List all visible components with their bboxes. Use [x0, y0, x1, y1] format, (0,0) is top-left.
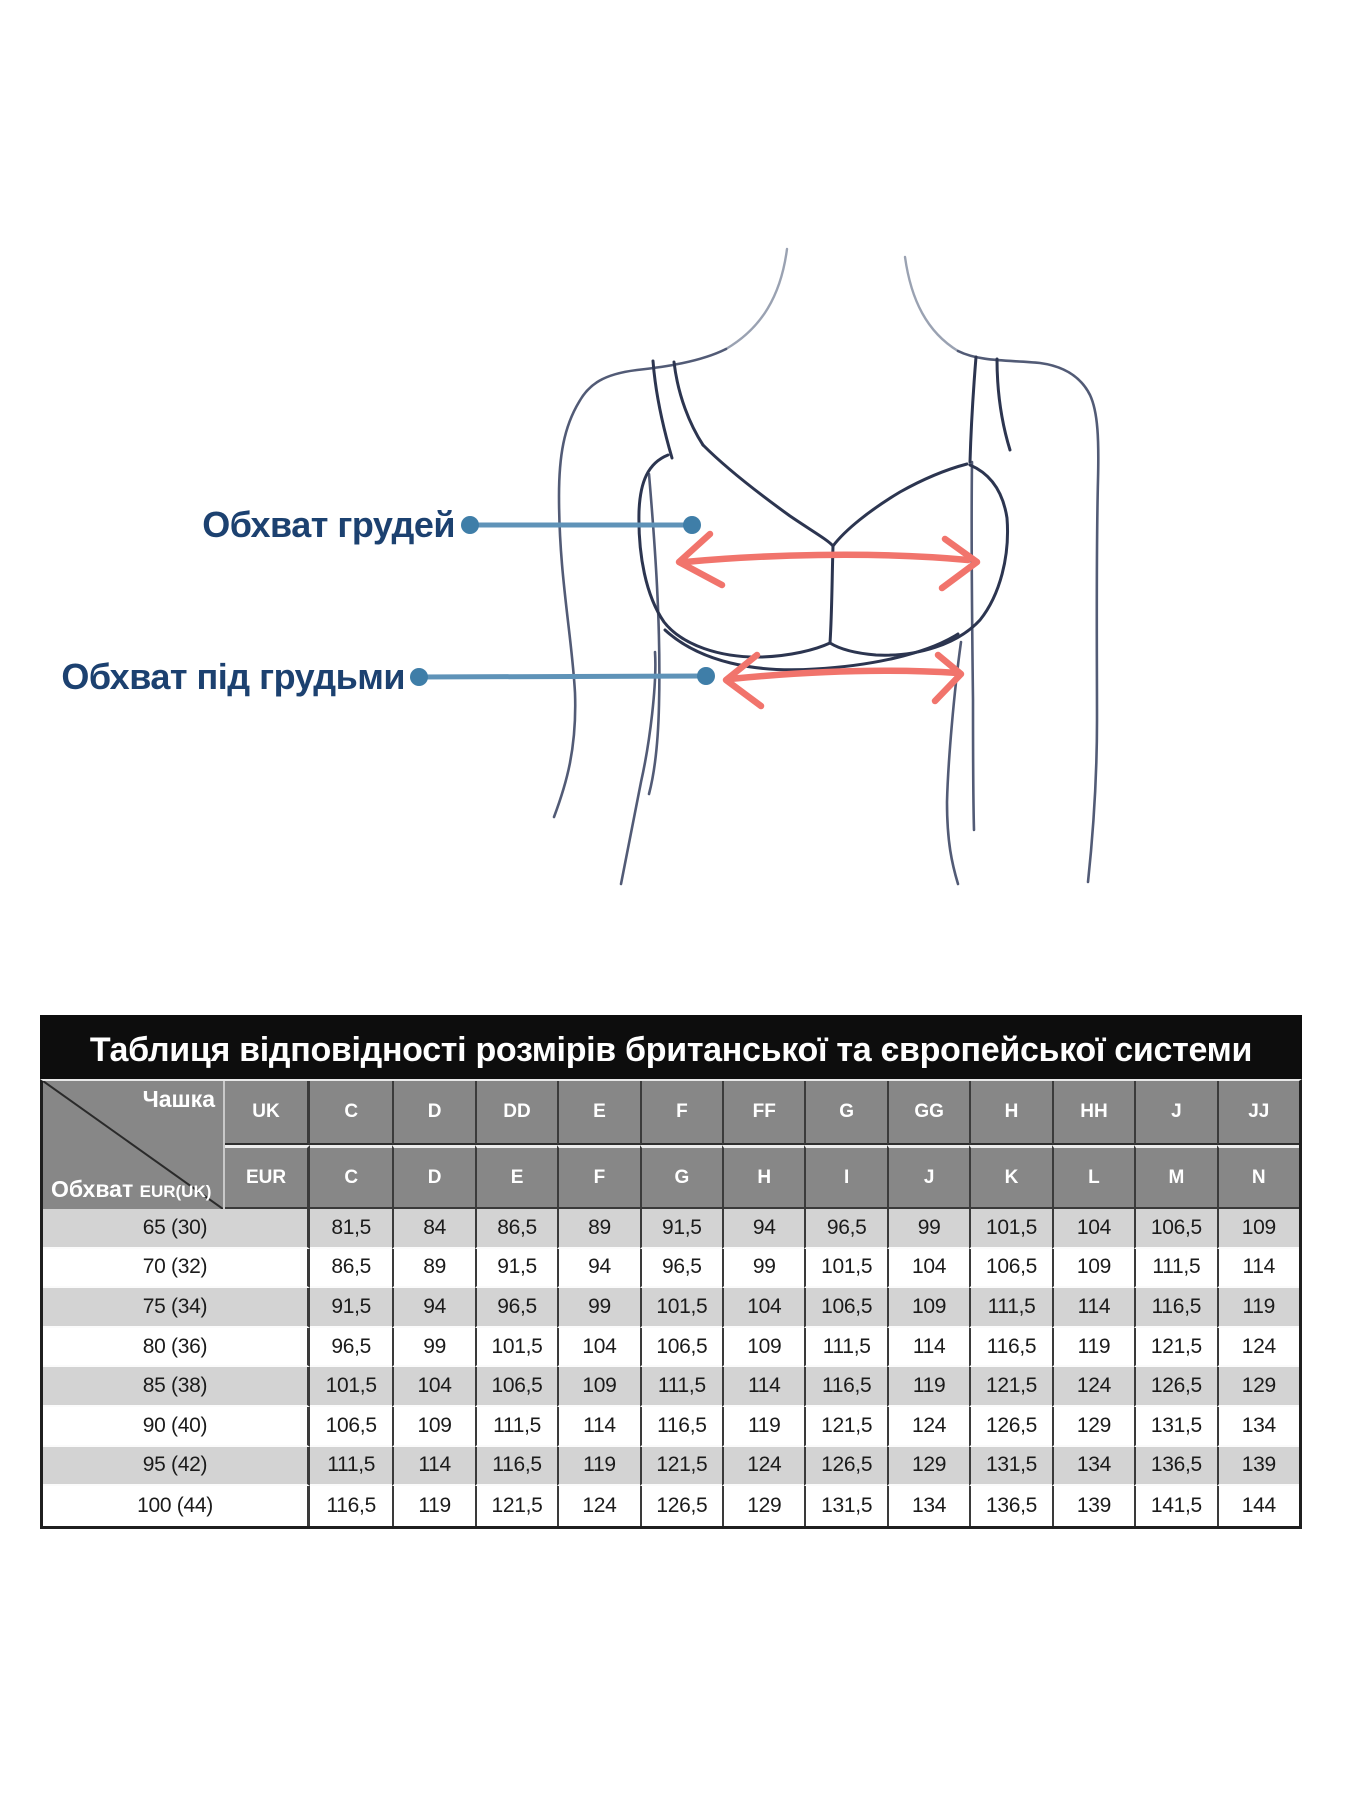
size-value-cell: 81,5 [310, 1209, 392, 1249]
neck-outline [726, 249, 958, 351]
cup-size-uk-e: E [557, 1081, 639, 1145]
band-size-label: 100 (44) [43, 1486, 310, 1526]
cup-size-eur-d: D [392, 1145, 474, 1209]
size-value-cell: 109 [557, 1367, 639, 1407]
cup-size-eur-k: K [969, 1145, 1051, 1209]
size-value-cell: 96,5 [640, 1249, 722, 1289]
size-value-cell: 144 [1217, 1486, 1299, 1526]
band-size-label: 70 (32) [43, 1249, 310, 1289]
size-value-cell: 124 [722, 1447, 804, 1487]
size-value-cell: 129 [722, 1486, 804, 1526]
bust-pointer-dot-left [461, 516, 479, 534]
underbust-arrow [726, 655, 961, 706]
size-value-cell: 134 [1217, 1407, 1299, 1447]
size-value-cell: 129 [1052, 1407, 1134, 1447]
table-body [43, 1209, 1299, 1526]
band-size-label: 95 (42) [43, 1447, 310, 1487]
size-value-cell: 111,5 [640, 1367, 722, 1407]
band-size-label: 75 (34) [43, 1288, 310, 1328]
cup-size-eur-l: L [1052, 1145, 1134, 1209]
size-value-cell: 119 [887, 1367, 969, 1407]
size-value-cell: 91,5 [640, 1209, 722, 1249]
cup-size-uk-f: F [640, 1081, 722, 1145]
size-value-cell: 106,5 [640, 1328, 722, 1368]
size-value-cell: 89 [557, 1209, 639, 1249]
cup-size-eur-c: C [310, 1145, 392, 1209]
size-value-cell: 136,5 [969, 1486, 1051, 1526]
right-strap-outer-line [970, 357, 976, 462]
size-value-cell: 111,5 [310, 1447, 392, 1487]
size-value-cell: 121,5 [640, 1447, 722, 1487]
cup-size-uk-jj: JJ [1217, 1081, 1299, 1145]
size-value-cell: 106,5 [475, 1367, 557, 1407]
size-value-cell: 116,5 [1134, 1288, 1216, 1328]
size-value-cell: 106,5 [969, 1249, 1051, 1289]
cup-size-uk-hh: HH [1052, 1081, 1134, 1145]
size-value-cell: 109 [887, 1288, 969, 1328]
band-size-label: 90 (40) [43, 1407, 310, 1447]
size-value-cell: 99 [557, 1288, 639, 1328]
center-gore-line [830, 546, 833, 643]
size-value-cell: 136,5 [1134, 1447, 1216, 1487]
size-value-cell: 106,5 [1134, 1209, 1216, 1249]
size-value-cell: 116,5 [969, 1328, 1051, 1368]
size-value-cell: 124 [887, 1407, 969, 1447]
size-value-cell: 139 [1052, 1486, 1134, 1526]
size-value-cell: 119 [1217, 1288, 1299, 1328]
size-value-cell: 101,5 [969, 1209, 1051, 1249]
size-value-cell: 114 [1052, 1288, 1134, 1328]
cup-size-eur-j: J [887, 1145, 969, 1209]
size-value-cell: 86,5 [475, 1209, 557, 1249]
size-value-cell: 104 [722, 1288, 804, 1328]
underbust-pointer-dot-right [697, 667, 715, 685]
cup-size-uk-j: J [1134, 1081, 1216, 1145]
size-value-cell: 91,5 [475, 1249, 557, 1289]
size-value-cell: 134 [887, 1486, 969, 1526]
size-value-cell: 94 [557, 1249, 639, 1289]
size-value-cell: 94 [392, 1288, 474, 1328]
cup-size-uk-c: C [310, 1081, 392, 1145]
size-value-cell: 129 [887, 1447, 969, 1487]
size-value-cell: 106,5 [804, 1288, 886, 1328]
size-value-cell: 84 [392, 1209, 474, 1249]
band-size-label: 85 (38) [43, 1367, 310, 1407]
size-table [40, 1015, 1302, 1529]
cup-size-eur-n: N [1217, 1145, 1299, 1209]
size-value-cell: 99 [392, 1328, 474, 1368]
size-value-cell: 119 [1052, 1328, 1134, 1368]
size-value-cell: 91,5 [310, 1288, 392, 1328]
band-size-label: 80 (36) [43, 1328, 310, 1368]
left-cup-top-edge [703, 445, 833, 546]
size-value-cell: 114 [392, 1447, 474, 1487]
size-value-cell: 116,5 [640, 1407, 722, 1447]
size-value-cell: 131,5 [804, 1486, 886, 1526]
size-value-cell: 124 [1217, 1328, 1299, 1368]
size-value-cell: 119 [392, 1486, 474, 1526]
size-value-cell: 86,5 [310, 1249, 392, 1289]
torso-outline [554, 349, 1098, 884]
corner-cell [43, 1081, 225, 1209]
size-value-cell: 111,5 [1134, 1249, 1216, 1289]
size-value-cell: 141,5 [1134, 1486, 1216, 1526]
size-value-cell: 119 [722, 1407, 804, 1447]
size-value-cell: 126,5 [640, 1486, 722, 1526]
size-value-cell: 111,5 [475, 1407, 557, 1447]
right-cup-outline [830, 465, 1008, 655]
cup-size-eur-h: H [722, 1145, 804, 1209]
underbust-label: Обхват під грудьми [61, 656, 405, 697]
bust-pointer-line [461, 516, 701, 534]
size-value-cell: 96,5 [804, 1209, 886, 1249]
cup-size-eur-i: I [804, 1145, 886, 1209]
cup-size-uk-g: G [804, 1081, 886, 1145]
size-value-cell: 104 [557, 1328, 639, 1368]
cup-size-eur-e: E [475, 1145, 557, 1209]
size-value-cell: 111,5 [969, 1288, 1051, 1328]
table-header [43, 1081, 1299, 1209]
cup-size-eur-g: G [640, 1145, 722, 1209]
size-value-cell: 101,5 [804, 1249, 886, 1289]
bust-pointer-dot-right [683, 516, 701, 534]
size-value-cell: 121,5 [804, 1407, 886, 1447]
size-value-cell: 126,5 [1134, 1367, 1216, 1407]
left-strap-inner-line [674, 362, 703, 445]
size-value-cell: 109 [722, 1328, 804, 1368]
underbust-pointer-line [410, 667, 715, 686]
cup-size-uk-d: D [392, 1081, 474, 1145]
left-strap-outer-line [653, 361, 672, 458]
size-value-cell: 104 [392, 1367, 474, 1407]
cup-axis-label: Чашка [142, 1086, 215, 1112]
size-value-cell: 99 [722, 1249, 804, 1289]
cup-size-eur-m: M [1134, 1145, 1216, 1209]
size-value-cell: 96,5 [310, 1328, 392, 1368]
cup-size-uk-ff: FF [722, 1081, 804, 1145]
size-value-cell: 121,5 [969, 1367, 1051, 1407]
size-value-cell: 111,5 [804, 1328, 886, 1368]
size-value-cell: 114 [887, 1328, 969, 1368]
size-value-cell: 114 [722, 1367, 804, 1407]
size-value-cell: 121,5 [1134, 1328, 1216, 1368]
bust-label: Обхват грудей [202, 504, 455, 545]
table-box [40, 1079, 1302, 1529]
band-size-label: 65 (30) [43, 1209, 310, 1249]
size-value-cell: 116,5 [475, 1447, 557, 1487]
size-value-cell: 99 [887, 1209, 969, 1249]
underbust-pointer-dot-left [410, 668, 428, 686]
size-value-cell: 116,5 [310, 1486, 392, 1526]
cup-size-eur-f: F [557, 1145, 639, 1209]
table-title: Таблиця відповідності розмірів британської та європейської системи [40, 1015, 1302, 1079]
size-value-cell: 114 [1217, 1249, 1299, 1289]
size-value-cell: 134 [1052, 1447, 1134, 1487]
size-value-cell: 131,5 [1134, 1407, 1216, 1447]
size-value-cell: 121,5 [475, 1486, 557, 1526]
size-value-cell: 104 [1052, 1209, 1134, 1249]
band-axis-label: Обхват EUR(UK) [51, 1176, 212, 1202]
size-value-cell: 131,5 [969, 1447, 1051, 1487]
cup-size-uk-gg: GG [887, 1081, 969, 1145]
size-value-cell: 116,5 [804, 1367, 886, 1407]
size-value-cell: 109 [1052, 1249, 1134, 1289]
right-strap-inner-line [997, 359, 1010, 450]
size-value-cell: 129 [1217, 1367, 1299, 1407]
size-value-cell: 101,5 [310, 1367, 392, 1407]
size-value-cell: 124 [1052, 1367, 1134, 1407]
size-value-cell: 106,5 [310, 1407, 392, 1447]
size-value-cell: 104 [887, 1249, 969, 1289]
size-value-cell: 126,5 [969, 1407, 1051, 1447]
size-value-cell: 126,5 [804, 1447, 886, 1487]
size-value-cell: 119 [557, 1447, 639, 1487]
size-value-cell: 101,5 [475, 1328, 557, 1368]
size-value-cell: 101,5 [640, 1288, 722, 1328]
size-value-cell: 109 [392, 1407, 474, 1447]
system-label-uk: UK [225, 1081, 310, 1145]
size-value-cell: 109 [1217, 1209, 1299, 1249]
cup-size-uk-h: H [969, 1081, 1051, 1145]
size-value-cell: 89 [392, 1249, 474, 1289]
bra-outline [639, 357, 1010, 670]
size-value-cell: 114 [557, 1407, 639, 1447]
right-cup-top-edge [833, 464, 967, 546]
size-value-cell: 94 [722, 1209, 804, 1249]
system-label-eur: EUR [225, 1145, 310, 1209]
size-value-cell: 139 [1217, 1447, 1299, 1487]
size-value-cell: 124 [557, 1486, 639, 1526]
size-value-cell: 96,5 [475, 1288, 557, 1328]
cup-size-uk-dd: DD [475, 1081, 557, 1145]
